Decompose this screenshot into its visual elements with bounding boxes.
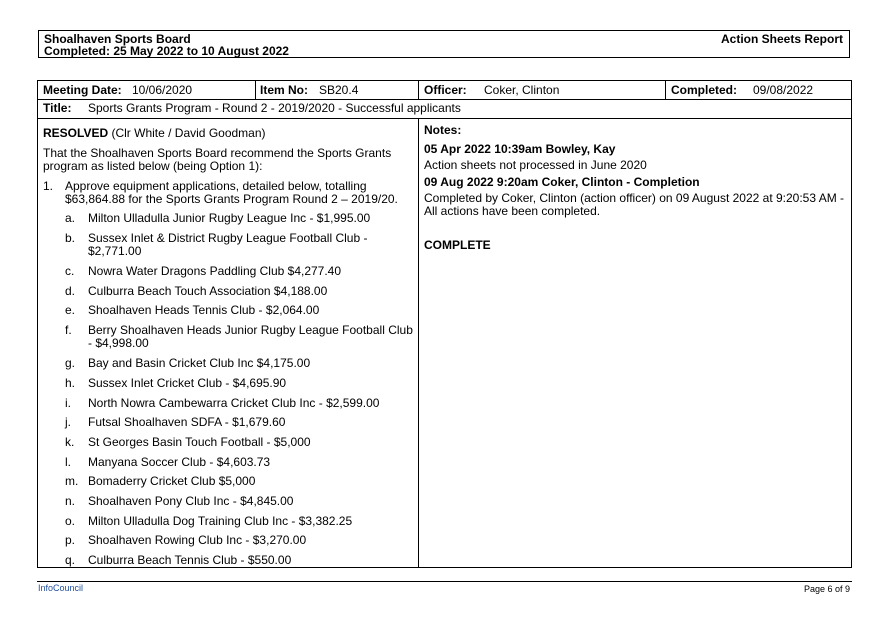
grant-item-text: Culburra Beach Tennis Club - $550.00 — [88, 553, 292, 567]
officer-value: Coker, Clinton — [484, 83, 560, 97]
grant-item-text: Berry Shoalhaven Heads Junior Rugby League Football Club - $4,998.00 — [88, 323, 413, 350]
completion-status: COMPLETE — [424, 238, 491, 252]
report-header — [38, 30, 850, 58]
grant-item-letter: c. — [65, 264, 75, 278]
grant-item-text: Milton Ulladulla Junior Rugby League Inc - $1,995.00 — [88, 211, 371, 225]
officer-label: Officer: — [424, 83, 467, 97]
grant-item-text: Shoalhaven Pony Club Inc - $4,845.00 — [88, 494, 294, 508]
grant-item-text: Bay and Basin Cricket Club Inc $4,175.00 — [88, 356, 311, 370]
infocouncil-logo: InfoCouncil — [38, 583, 84, 593]
report-period: Completed: 25 May 2022 to 10 August 2022 — [44, 44, 289, 58]
grant-item-letter: q. — [65, 553, 76, 567]
report-title: Action Sheets Report — [720, 32, 843, 46]
item-no-label: Item No: — [260, 83, 308, 97]
grant-item-letter: a. — [65, 211, 76, 225]
grant-item-text: Bomaderry Cricket Club $5,000 — [88, 474, 256, 488]
note2-line2: All actions have been completed. — [424, 204, 601, 218]
grant-item-letter: i. — [65, 396, 71, 410]
grant-item-letter: l. — [65, 455, 71, 469]
item-no-value: SB20.4 — [319, 83, 359, 97]
footer-divider — [37, 581, 852, 582]
grant-item-text: Futsal Shoalhaven SDFA - $1,679.60 — [88, 415, 286, 429]
notes-label: Notes: — [424, 123, 462, 137]
grant-item-text: Culburra Beach Touch Association $4,188.00 — [88, 284, 328, 298]
point-line1: Approve equipment applications, detailed below, totalling — [65, 179, 367, 193]
grant-item-text: St Georges Basin Touch Football - $5,000 — [88, 435, 311, 449]
grant-item-text: North Nowra Cambewarra Cricket Club Inc - $2,599.00 — [88, 396, 380, 410]
grant-item-text: Shoalhaven Rowing Club Inc - $3,270.00 — [88, 533, 307, 547]
grant-item-letter: o. — [65, 514, 76, 528]
meeting-meta-row — [37, 80, 852, 100]
note1-heading: 05 Apr 2022 10:39am Bowley, Kay — [424, 142, 616, 156]
grant-item-letter: m. — [65, 474, 79, 488]
grant-item-letter: g. — [65, 356, 76, 370]
grant-item-text: Shoalhaven Heads Tennis Club - $2,064.00 — [88, 303, 320, 317]
grant-item-letter: n. — [65, 494, 76, 508]
title-row — [37, 99, 852, 119]
grant-item-letter: p. — [65, 533, 76, 547]
note1-text: Action sheets not processed in June 2020 — [424, 158, 647, 172]
title-value: Sports Grants Program - Round 2 - 2019/2020 - Successful applicants — [88, 101, 461, 115]
resolution-movers: (Clr White / David Goodman) — [111, 126, 266, 140]
grant-item-letter: f. — [65, 323, 72, 337]
note2-heading: 09 Aug 2022 9:20am Coker, Clinton - Completion — [424, 175, 700, 189]
resolution-intro-line2: program as listed below (being Option 1): — [43, 159, 263, 173]
grant-item-text: Nowra Water Dragons Paddling Club $4,277.40 — [88, 264, 342, 278]
grant-item-text: Sussex Inlet & District Rugby League Football Club - $2,771.00 — [88, 231, 368, 258]
notes-panel — [419, 119, 851, 568]
page-number: Page 6 of 9 — [803, 584, 850, 594]
grant-item-letter: d. — [65, 284, 76, 298]
org-name: Shoalhaven Sports Board — [44, 32, 191, 46]
grant-item-letter: e. — [65, 303, 76, 317]
point-number: 1. — [43, 179, 54, 193]
grant-item-letter: b. — [65, 231, 76, 245]
grant-item-text: Sussex Inlet Cricket Club - $4,695.90 — [88, 376, 287, 390]
completed-value: 09/08/2022 — [753, 83, 814, 97]
meeting-date-label: Meeting Date: — [43, 83, 122, 97]
grant-item-letter: h. — [65, 376, 76, 390]
completed-label: Completed: — [671, 83, 737, 97]
resolved-label: RESOLVED — [43, 126, 109, 140]
title-label: Title: — [43, 101, 72, 115]
grant-item-text: Milton Ulladulla Dog Training Club Inc - $3,382.25 — [88, 514, 353, 528]
resolution-intro-line1: That the Shoalhaven Sports Board recommend the Sports Grants — [43, 146, 392, 160]
note2-line1: Completed by Coker, Clinton (action officer) on 09 August 2022 at 9:20:53 AM - — [424, 191, 845, 205]
meeting-date-value: 10/06/2020 — [132, 83, 193, 97]
grant-item-letter: j. — [65, 415, 71, 429]
grant-item-text: Manyana Soccer Club - $4,603.73 — [88, 455, 271, 469]
point-line2: $63,864.88 for the Sports Grants Program Round 2 – 2019/20. — [65, 192, 398, 206]
grant-item-letter: k. — [65, 435, 75, 449]
